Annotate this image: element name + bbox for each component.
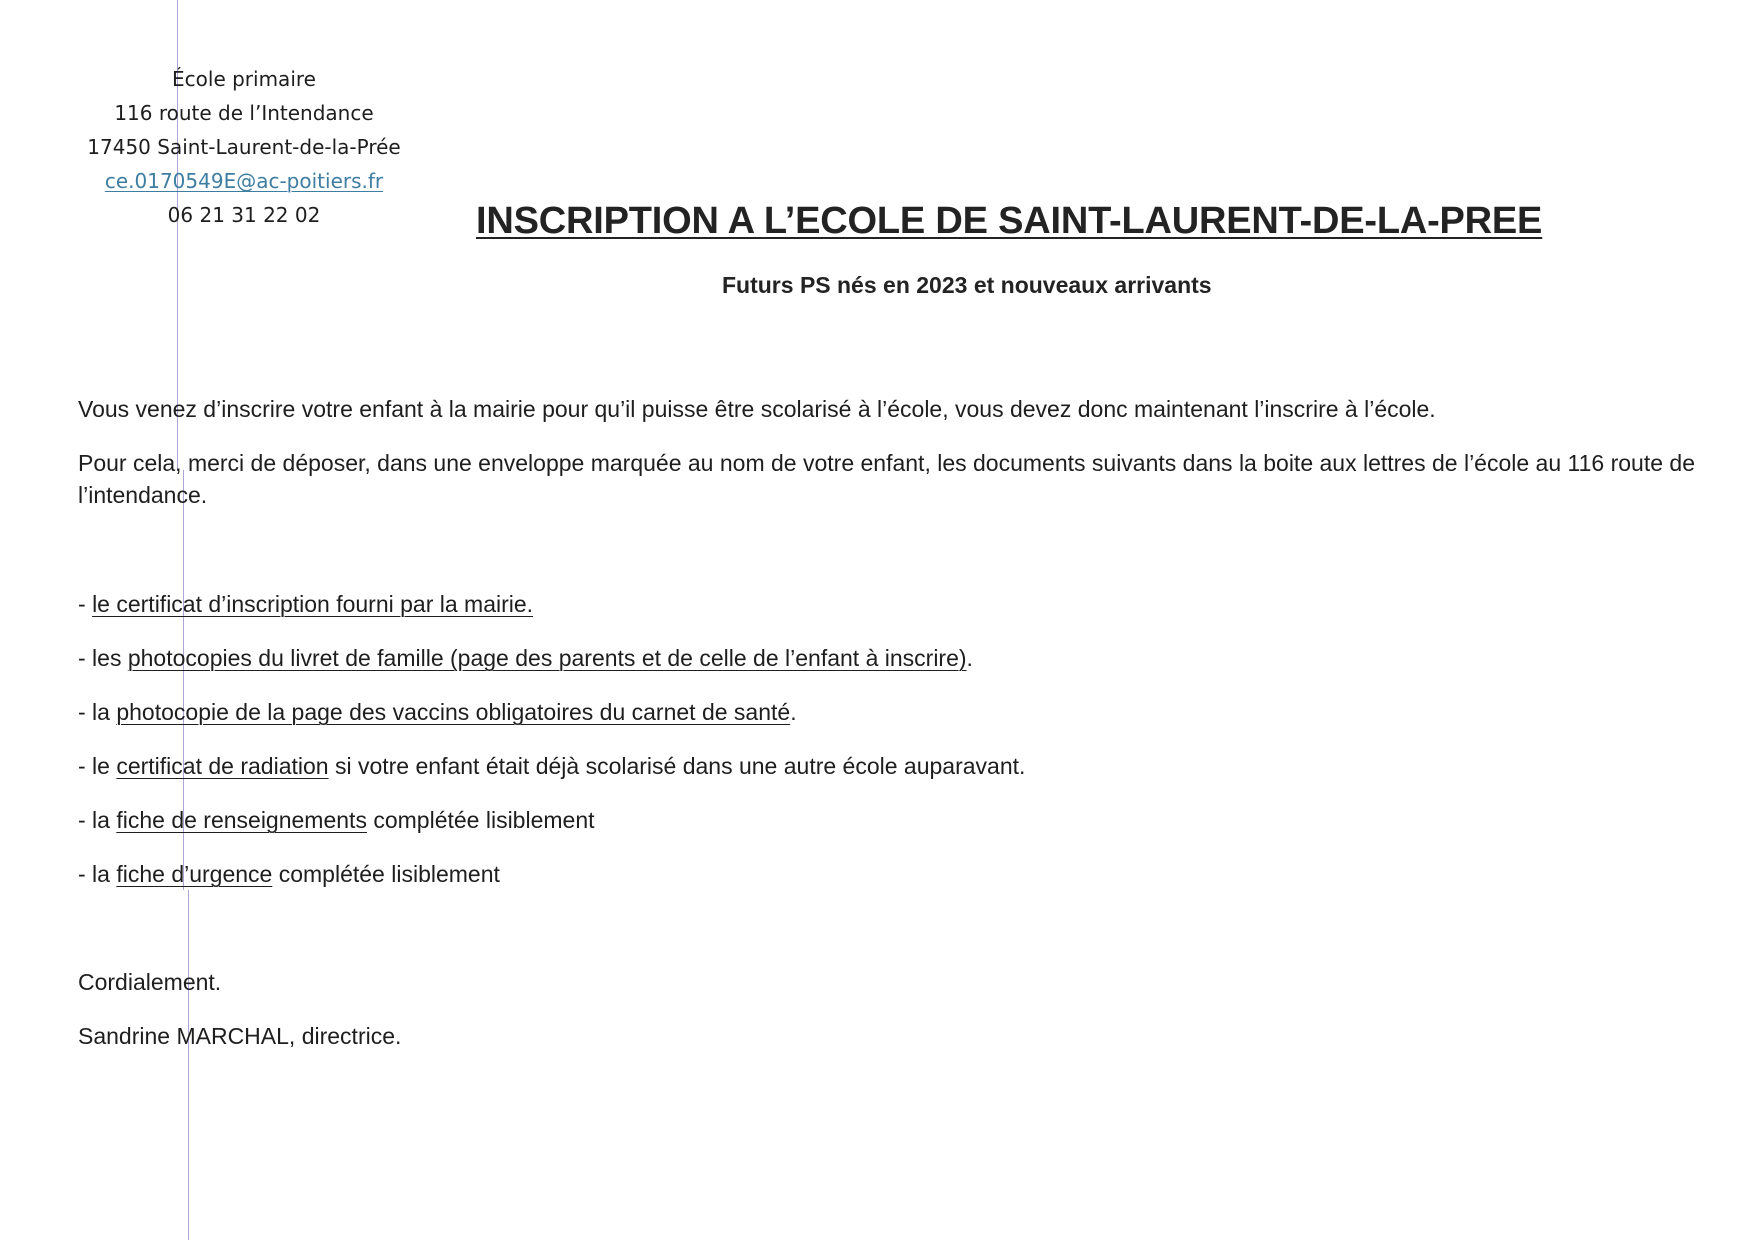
document-title: INSCRIPTION A L’ECOLE DE SAINT-LAURENT-DE-LA-PREE: [476, 200, 1543, 242]
signature: Sandrine MARCHAL, directrice.: [78, 1023, 402, 1049]
list-item-document: fiche d’urgence: [116, 861, 273, 887]
list-item-suffix: complétée lisiblement: [272, 861, 500, 887]
school-city: 17450 Saint-Laurent-de-la-Prée: [87, 135, 401, 159]
list-item-prefix: - le: [78, 753, 117, 779]
school-phone: 06 21 31 22 02: [167, 203, 321, 227]
list-item: [78, 750, 1025, 804]
list-item: [78, 804, 1025, 858]
list-item-document: photocopie de la page des vaccins obligatoires du carnet de santé: [116, 699, 791, 725]
list-item: [78, 642, 1025, 696]
required-documents-list: [78, 588, 1025, 912]
school-name: École primaire: [172, 67, 316, 91]
document-subtitle: Futurs PS nés en 2023 et nouveaux arrivants: [722, 272, 1212, 298]
list-item-prefix: - les: [78, 645, 128, 671]
list-item-prefix: - la: [78, 699, 117, 725]
list-item-document: certificat de radiation: [116, 753, 329, 779]
list-item-suffix: si votre enfant était déjà scolarisé dans une autre école auparavant.: [328, 753, 1026, 779]
list-item: [78, 588, 1025, 642]
list-item-document: fiche de renseignements: [116, 807, 367, 833]
instructions-paragraph: Pour cela, merci de déposer, dans une enveloppe marquée au nom de votre enfant, les documents suivants dans la boite aux lettres de l’école au 116 route de l’intendance.: [78, 450, 1695, 508]
list-item-suffix: .: [790, 699, 797, 725]
closing-text: Cordialement.: [78, 969, 222, 995]
list-item: [78, 696, 1025, 750]
list-item: [78, 858, 1025, 912]
list-item-document: le certificat d’inscription fourni par la mairie.: [92, 591, 534, 617]
list-item-prefix: - la: [78, 861, 117, 887]
list-item-suffix: .: [966, 645, 973, 671]
school-header: [70, 62, 418, 232]
scan-artifact-line: [188, 890, 189, 1240]
list-item-prefix: - la: [78, 807, 117, 833]
intro-paragraph: Vous venez d’inscrire votre enfant à la mairie pour qu’il puisse être scolarisé à l’école, vous devez donc maintenant l’inscrire à l’école.: [78, 396, 1436, 422]
list-item-suffix: complétée lisiblement: [366, 807, 595, 833]
school-email-link[interactable]: ce.0170549E@ac-poitiers.fr: [104, 169, 384, 193]
school-address: 116 route de l’Intendance: [114, 101, 374, 125]
list-item-document: photocopies du livret de famille (page des parents et de celle de l’enfant à inscrire): [127, 645, 967, 671]
list-item-prefix: -: [78, 591, 93, 617]
